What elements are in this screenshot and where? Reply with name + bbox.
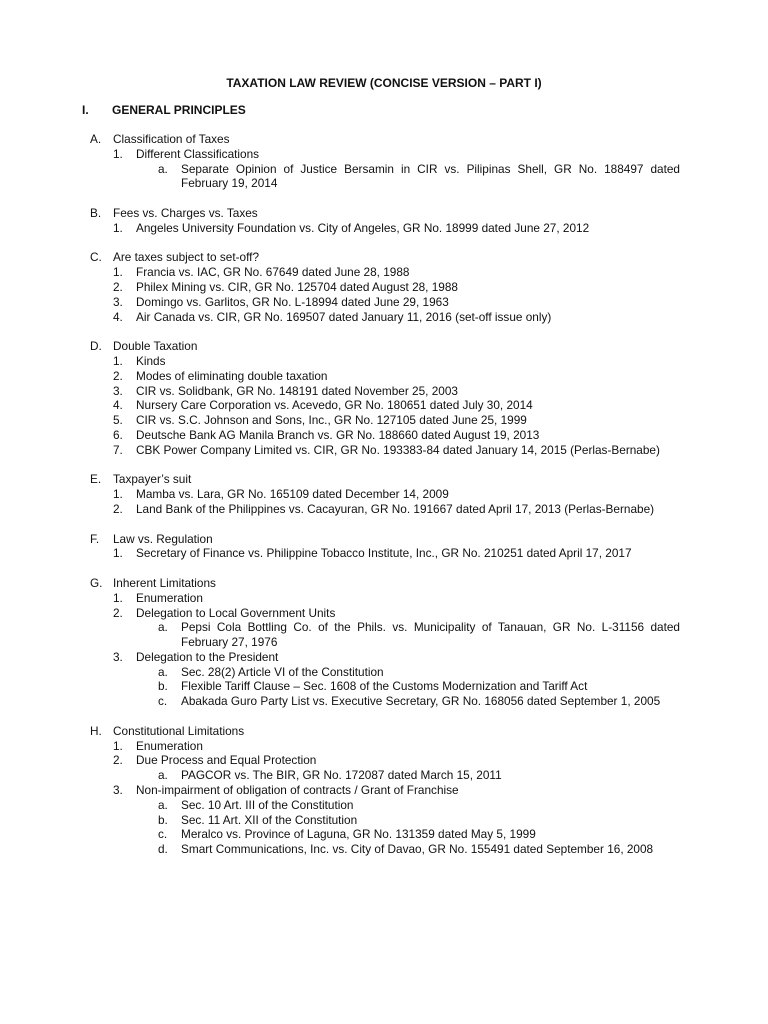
list-item-text: Non-impairment of obligation of contracts / Grant of Franchise [136, 783, 459, 798]
list-item [90, 443, 680, 458]
sub-list-item-marker: a. [158, 797, 168, 812]
sub-list-item [90, 694, 680, 709]
list-item [90, 783, 680, 798]
sub-list-item [90, 665, 680, 680]
list-item-text: CIR vs. Solidbank, GR No. 148191 dated November 25, 2003 [136, 383, 458, 398]
sub-list-item-marker: d. [158, 842, 168, 857]
section-heading [82, 103, 246, 118]
list-item [90, 739, 680, 754]
list-item-marker: 1. [113, 353, 123, 368]
sub-list-item-text: Abakada Guro Party List vs. Executive Secretary, GR No. 168056 dated September 1, 2005 [181, 694, 661, 709]
outline [90, 132, 680, 872]
subsection-heading-marker: B. [90, 205, 102, 220]
list-item [90, 147, 680, 162]
section-number: I. [82, 103, 89, 117]
subsection-heading-marker: A. [90, 132, 102, 146]
list-item-marker: 1. [113, 220, 123, 235]
list-item [90, 280, 680, 295]
list-item-marker: 1. [113, 146, 123, 161]
list-item-marker: 3. [113, 649, 123, 664]
sub-list-item-text: Flexible Tariff Clause – Sec. 1608 of the Customs Modernization and Tariff Act [181, 679, 588, 694]
list-item [90, 295, 680, 310]
sub-list-item-text: Sec. 11 Art. XII of the Constitution [181, 812, 358, 827]
list-item-marker: 6. [113, 427, 123, 442]
list-item-text: Different Classifications [136, 146, 260, 161]
list-item-text: Due Process and Equal Protection [136, 753, 317, 768]
list-item-marker: 7. [113, 442, 123, 457]
sub-list-item-text: PAGCOR vs. The BIR, GR No. 172087 dated March 15, 2011 [181, 768, 502, 783]
subsection [90, 250, 680, 324]
list-item-text: Francia vs. IAC, GR No. 67649 dated June 28, 1988 [136, 265, 410, 280]
list-item-text: Enumeration [136, 738, 203, 753]
sub-list-item [90, 813, 680, 828]
subsection-heading-text: Fees vs. Charges vs. Taxes [113, 205, 258, 220]
sub-list-item-marker: a. [158, 620, 168, 635]
list-item-marker: 4. [113, 398, 123, 413]
sub-list-item-text: Meralco vs. Province of Laguna, GR No. 131359 dated May 5, 1999 [181, 827, 536, 842]
subsection [90, 132, 680, 191]
list-item-text: Secretary of Finance vs. Philippine Tobacco Institute, Inc., GR No. 210251 dated April 17, 2017 [136, 546, 632, 561]
sub-list-item-text: Sec. 28(2) Article VI of the Constitution [181, 664, 384, 679]
list-item-text: Land Bank of the Philippines vs. Cacayuran, GR No. 191667 dated April 17, 2013 (Perlas-Bernabe) [136, 501, 655, 516]
list-item-marker: 1. [113, 738, 123, 753]
subsection-heading-marker: H. [90, 723, 102, 738]
sub-list-item [90, 162, 680, 192]
sub-list-item-marker: c. [158, 827, 168, 842]
list-item-marker: 1. [113, 487, 123, 502]
list-item-text: Domingo vs. Garlitos, GR No. L-18994 dated June 29, 1963 [136, 294, 449, 309]
list-item [90, 546, 680, 561]
sub-list-item-text: Separate Opinion of Justice Bersamin in CIR vs. Pilipinas Shell, GR No. 188497 dated February 19, 2014 [181, 161, 680, 191]
section-title: GENERAL PRINCIPLES [112, 103, 246, 117]
list-item-marker: 2. [113, 501, 123, 516]
sub-list-item-text: Pepsi Cola Bottling Co. of the Phils. vs. Municipality of Tanauan, GR No. L-31156 dated February 27, 1976 [181, 620, 680, 650]
sub-list-item [90, 798, 680, 813]
list-item-text: Nursery Care Corporation vs. Acevedo, GR No. 180651 dated July 30, 2014 [136, 398, 533, 413]
list-item [90, 310, 680, 325]
subsection [90, 206, 680, 236]
subsection-heading [90, 724, 680, 739]
list-item-marker: 3. [113, 783, 123, 798]
list-item-marker: 2. [113, 368, 123, 383]
subsection-heading-text: Are taxes subject to set-off? [113, 250, 260, 265]
list-item-text: Angeles University Foundation vs. City of Angeles, GR No. 18999 dated June 27, 2012 [136, 220, 590, 235]
sub-list-item-marker: a. [158, 768, 168, 783]
subsection [90, 576, 680, 709]
list-item-text: Deutsche Bank AG Manila Branch vs. GR No. 188660 dated August 19, 2013 [136, 427, 540, 442]
subsection-heading-text: Double Taxation [113, 339, 198, 354]
list-item [90, 487, 680, 502]
subsection-heading [90, 250, 680, 265]
list-item-marker: 2. [113, 753, 123, 768]
list-item [90, 413, 680, 428]
subsection-heading [90, 576, 680, 591]
list-item [90, 369, 680, 384]
list-item [90, 265, 680, 280]
list-item-marker: 2. [113, 279, 123, 294]
list-item-text: Philex Mining vs. CIR, GR No. 125704 dated August 28, 1988 [136, 279, 458, 294]
subsection [90, 472, 680, 516]
subsection-heading [90, 206, 680, 221]
sub-list-item [90, 620, 680, 650]
list-item-marker: 2. [113, 605, 123, 620]
sub-list-item [90, 827, 680, 842]
list-item-text: Air Canada vs. CIR, GR No. 169507 dated January 11, 2016 (set-off issue only) [136, 309, 552, 324]
list-item [90, 398, 680, 413]
list-item-text: Delegation to Local Government Units [136, 605, 336, 620]
list-item [90, 384, 680, 399]
subsection-heading-text: Classification of Taxes [113, 132, 230, 146]
subsection-heading-text: Inherent Limitations [113, 575, 216, 590]
list-item [90, 502, 680, 517]
sub-list-item [90, 842, 680, 857]
subsection-heading [90, 532, 680, 547]
list-item-text: Enumeration [136, 590, 203, 605]
list-item-marker: 1. [113, 590, 123, 605]
list-item-text: Mamba vs. Lara, GR No. 165109 dated December 14, 2009 [136, 487, 449, 502]
subsection-heading-marker: F. [90, 531, 100, 546]
subsection [90, 532, 680, 562]
subsection-heading-text: Constitutional Limitations [113, 723, 245, 738]
list-item [90, 650, 680, 665]
subsection-heading-text: Taxpayer’s suit [113, 472, 192, 487]
subsection [90, 724, 680, 857]
sub-list-item-marker: c. [158, 694, 168, 709]
list-item-text: Modes of eliminating double taxation [136, 368, 328, 383]
list-item [90, 606, 680, 621]
sub-list-item-marker: b. [158, 812, 168, 827]
subsection-heading [90, 472, 680, 487]
subsection-heading-marker: G. [90, 575, 103, 590]
subsection [90, 339, 680, 457]
list-item [90, 591, 680, 606]
list-item-text: Delegation to the President [136, 649, 279, 664]
subsection-heading-text: Law vs. Regulation [113, 531, 213, 546]
list-item-text: CBK Power Company Limited vs. CIR, GR No. 193383-84 dated January 14, 2015 (Perlas-Bernabe) [136, 442, 660, 457]
list-item [90, 221, 680, 236]
list-item-marker: 3. [113, 383, 123, 398]
list-item-marker: 1. [113, 265, 123, 280]
subsection-heading [90, 339, 680, 354]
sub-list-item-text: Smart Communications, Inc. vs. City of Davao, GR No. 155491 dated September 16, 2008 [181, 842, 654, 857]
list-item-marker: 4. [113, 309, 123, 324]
list-item-marker: 3. [113, 294, 123, 309]
list-item [90, 354, 680, 369]
subsection-heading-marker: D. [90, 339, 102, 354]
subsection-heading-marker: E. [90, 472, 102, 487]
list-item [90, 753, 680, 768]
sub-list-item-text: Sec. 10 Art. III of the Constitution [181, 797, 354, 812]
subsection-heading [90, 132, 680, 147]
sub-list-item-marker: a. [158, 161, 168, 176]
sub-list-item [90, 679, 680, 694]
list-item-marker: 1. [113, 546, 123, 561]
subsection-heading-marker: C. [90, 250, 102, 265]
sub-list-item-marker: a. [158, 664, 168, 679]
sub-list-item [90, 768, 680, 783]
list-item-text: CIR vs. S.C. Johnson and Sons, Inc., GR No. 127105 dated June 25, 1999 [136, 413, 527, 428]
list-item-text: Kinds [136, 353, 166, 368]
list-item [90, 428, 680, 443]
document-title: TAXATION LAW REVIEW (CONCISE VERSION – PART I) [226, 76, 542, 90]
list-item-marker: 5. [113, 413, 123, 428]
sub-list-item-marker: b. [158, 679, 168, 694]
